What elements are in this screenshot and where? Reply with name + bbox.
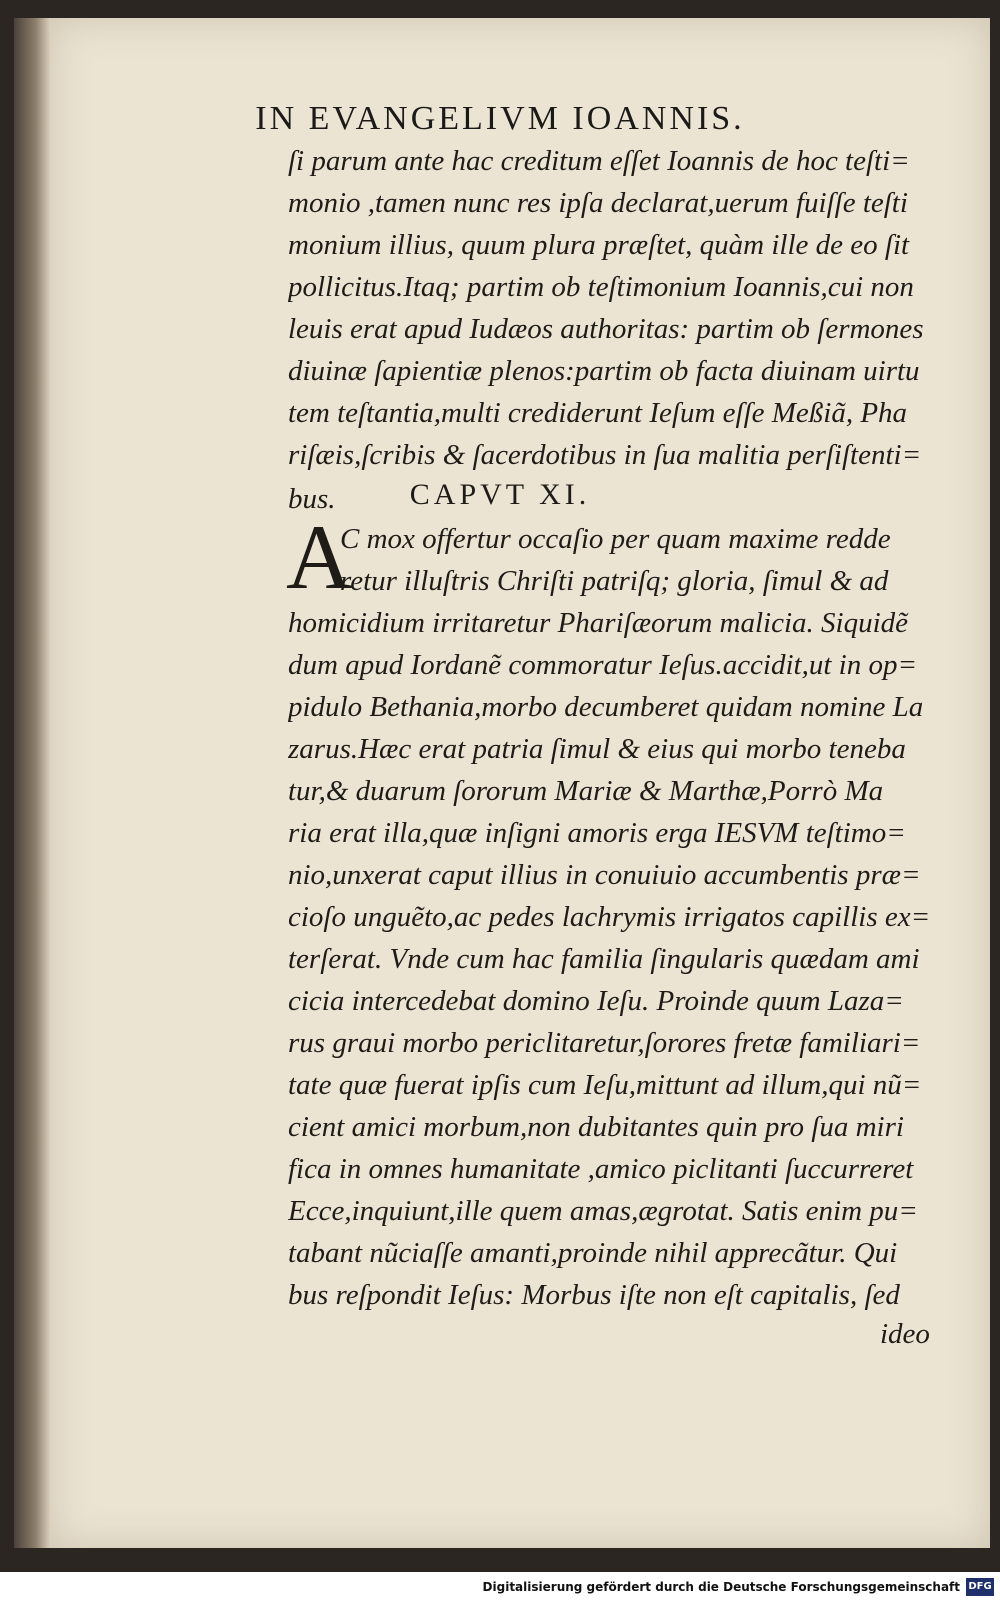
text-line: leuis erat apud Iudæos authoritas: partim ob ſermones [288,313,924,345]
text-line: cient amici morbum,non dubitantes quin pro ſua miri [288,1111,904,1143]
text-line: Ecce,inquiunt,ille quem amas,ægrotat. Satis enim pu= [288,1195,918,1227]
chapter-heading: CAPVT XI. [409,478,591,511]
text-line: bus reſpondit Ieſus: Morbus iſte non eſt capitalis, ſed [288,1279,900,1311]
text-line: zarus.Hæc erat patria ſimul & eius qui morbo teneba [288,733,906,765]
text-line: diuinæ ſapientiæ plenos:partim ob facta diuinam uirtu [288,355,920,387]
catchword: ideo [880,1318,930,1350]
text-line: tabant nũciaſſe amanti,proinde nihil apprecãtur. Qui [288,1237,898,1269]
dfg-logo-icon: DFG [966,1578,994,1596]
text-line: tate quæ fuerat ipſis cum Ieſu,mittunt ad illum,qui nũ= [288,1069,922,1101]
text-line: nio,unxerat caput illius in conuiuio accumbentis præ= [288,859,921,891]
footer-credit: Digitalisierung gefördert durch die Deutsche Forschungsgemeinschaft [482,1580,960,1594]
drop-cap-initial: A [286,506,353,608]
text-line: ria erat illa,quæ inſigni amoris erga IESVM teſtimo= [288,817,906,849]
text-line: pollicitus.Itaq; partim ob teſtimonium Ioannis,cui non [288,271,914,303]
book-gutter [14,18,50,1548]
running-title: IN EVANGELIVM IOANNIS. [255,100,745,137]
text-line: fica in omnes humanitate ,amico piclitanti ſuccurreret [288,1153,914,1185]
text-line: ſi parum ante hac creditum eſſet Ioannis de hoc teſti= [288,145,910,177]
text-line: monium illius, quum plura præſtet, quàm ille de eo ſit [288,229,910,261]
text-line: homicidium irritaretur Phariſæorum malicia. Siquidẽ [288,607,909,639]
text-line: cicia intercedebat domino Ieſu. Proinde quum Laza= [288,985,904,1017]
text-line: C mox offertur occaſio per quam maxime redde [340,523,891,555]
text-line: cioſo unguẽto,ac pedes lachrymis irrigatos capillis ex= [288,901,931,933]
text-line: dum apud Iordanẽ commoratur Ieſus.accidit,ut in op= [288,649,918,681]
text-line: rus graui morbo periclitaretur,ſorores fretæ familiari= [288,1027,921,1059]
text-line: riſæis,ſcribis & ſacerdotibus in ſua malitia perſiſtenti= [288,439,922,471]
text-line-fragment: bus. [288,483,336,515]
text-line: pidulo Bethania,morbo decumberet quidam nomine La [288,691,924,723]
text-line: tur,& duarum ſororum Mariæ & Marthæ,Porrò Ma [288,775,884,807]
text-line: tem teſtantia,multi crediderunt Ieſum eſſe Meßiã, Pha [288,397,908,429]
text-line: retur illuſtris Chriſti patriſq; gloria, ſimul & ad [340,565,889,597]
text-line: terſerat. Vnde cum hac familia ſingularis quædam ami [288,943,920,975]
text-line: monio ,tamen nunc res ipſa declarat,uerum fuiſſe teſti [288,187,908,219]
